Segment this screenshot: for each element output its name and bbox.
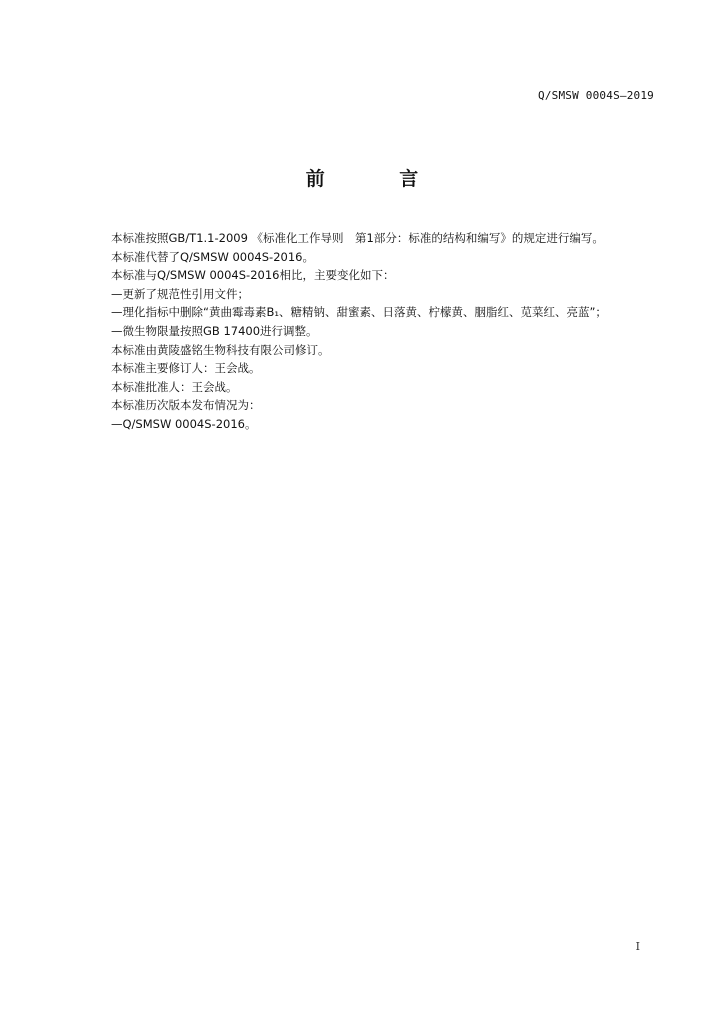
page-number: I [635,940,640,953]
foreword-line-approver: 本标准批准人：王会战。 [111,379,238,394]
foreword-body [111,229,671,434]
foreword-line-revised-by: 本标准由黄陵盛铭生物科技有限公司修订。 [111,342,330,357]
foreword-line-change-indicators: —理化指标中删除“黄曲霉毒素B₁、糖精钠、甜蜜素、日落黄、柠檬黄、胭脂红、苋菜红、亮蓝”； [111,305,607,320]
foreword-line-main-reviser: 本标准主要修订人：王会战。 [111,361,261,376]
document-code: Q/SMSW 0004S—2019 [538,89,654,102]
foreword-line-change-microbial: —微生物限量按照GB 17400进行调整。 [111,323,318,338]
foreword-line-drafting-rule: 本标准按照GB/T1.1-2009 《标准化工作导则 第1部分：标准的结构和编写》的规定进行编写。 [111,231,604,245]
page-title: 前 言 [305,168,453,190]
foreword-line-change-references: —更新了规范性引用文件； [111,286,249,301]
foreword-line-history-intro: 本标准历次版本发布情况为： [111,398,261,413]
foreword-line-replaces: 本标准代替了Q/SMSW 0004S-2016。 [111,249,314,264]
foreword-line-history-item: —Q/SMSW 0004S-2016。 [111,416,257,431]
foreword-line-changes-intro: 本标准与Q/SMSW 0004S-2016相比，主要变化如下： [111,268,395,283]
